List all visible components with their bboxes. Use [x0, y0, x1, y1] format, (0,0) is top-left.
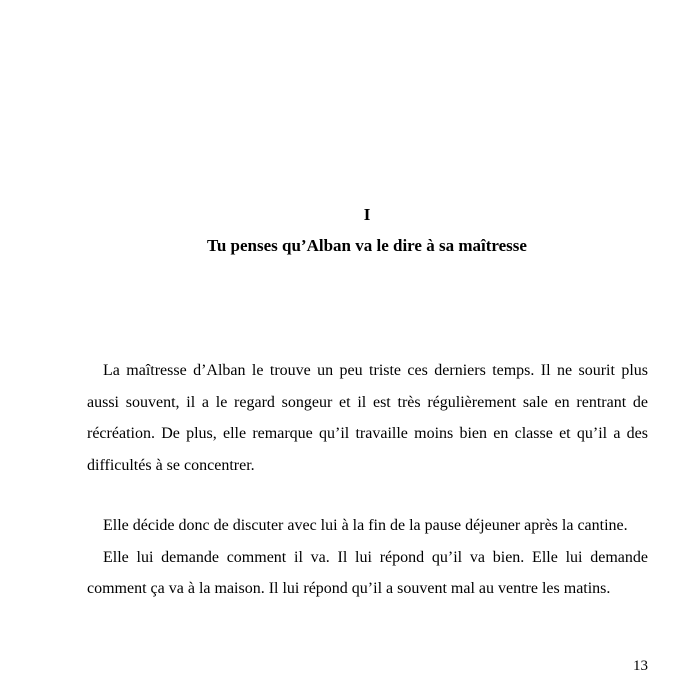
- text-block-2: [87, 510, 648, 605]
- paragraph: Elle décide donc de discuter avec lui à la fin de la pause déjeuner après la cantine.: [103, 517, 628, 534]
- paragraph: La maîtresse d’Alban le trouve un peu triste ces derniers temps. Il ne sourit plus aussi souvent, il a le regard songeur et il est très régulièrement sale en rentrant de récréation. De plus, elle remarque qu’il travaille moins bien en classe et qu’il a des difficultés à se concentrer.: [87, 362, 648, 474]
- chapter-number: I: [363, 205, 371, 224]
- chapter-title: Tu penses qu’Alban va le dire à sa maîtresse: [207, 236, 527, 255]
- text-block-1: [87, 355, 648, 481]
- page-number: 13: [633, 658, 648, 674]
- paragraph: Elle lui demande comment il va. Il lui répond qu’il va bien. Elle lui demande comment ça va à la maison. Il lui répond qu’il a souvent mal au ventre les matins.: [87, 548, 648, 597]
